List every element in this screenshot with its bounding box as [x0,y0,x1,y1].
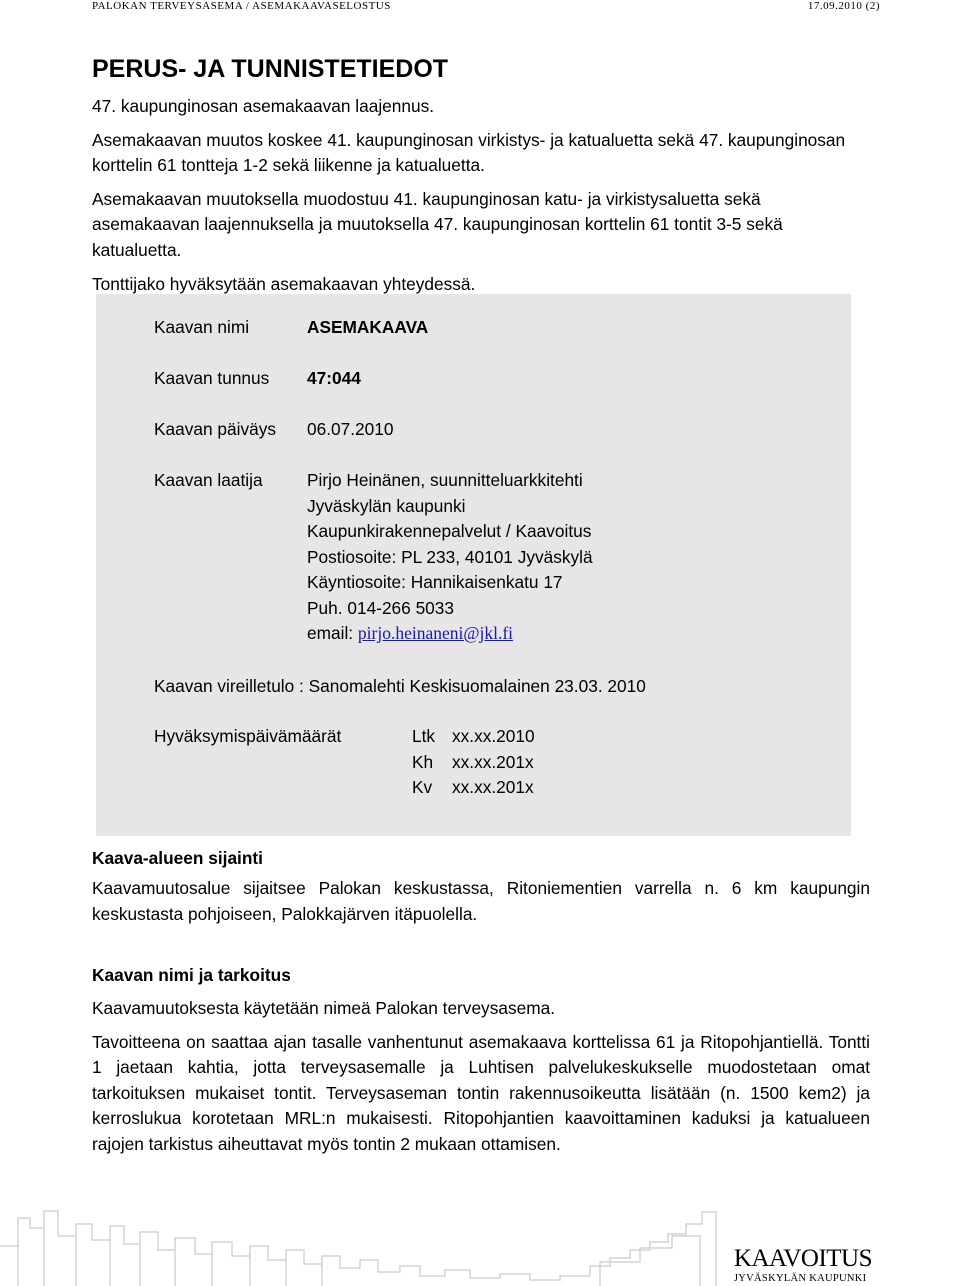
approval-list [412,724,535,801]
plan-info-box [96,294,851,836]
location-text: Kaavamuutosalue sijaitsee Palokan keskustassa, Ritoniementien varrella n. 6 km kaupungin keskustasta pohjoiseen, Palokkajärven itäpuolella. [92,878,870,924]
approval-code: Kv [412,777,433,797]
plan-name-label: Kaavan nimi [154,317,250,337]
email-link[interactable]: pirjo.heinaneni@jkl.fi [357,623,514,643]
purpose-heading: Kaavan nimi ja tarkoitus [92,965,291,985]
author-line: Käyntiosoite: Hannikaisenkatu 17 [307,572,563,592]
page-header [92,0,880,14]
approval-date: xx.xx.201x [452,777,534,797]
purpose-paragraph: Kaavamuutoksesta käytetään nimeä Palokan terveysasema. [92,998,556,1018]
approval-item [412,724,535,750]
plan-author-label: Kaavan laatija [154,470,263,490]
logo-title: KAAVOITUS [733,1245,872,1272]
purpose-paragraph: Tavoitteena on saattaa ajan tasalle vanhentunut asemakaava korttelissa 61 ja Ritopohjantiellä. Tontti 1 jaetaan kahtia, jotta terveysasemalle ja Luhtisen palvelukeskukselle muodostetaan omat tarkoituksen mukaiset tontit. Terveysaseman tontin rakennusoikeutta lisätään (n. 1500 kem2) ja kerroslukua korotetaan MRL:n mukaisesti. Ritopohjantien kaavoittaminen kaduksi ja katualueen rajojen tarkistus aiheuttavat myös tontin 2 mukaan ottamisen. [92,1031,870,1154]
plan-name-value: ASEMAKAAVA [307,317,429,337]
plan-date-label: Kaavan päiväys [154,419,277,439]
intro-paragraph: Asemakaavan muutos koskee 41. kaupunginosan virkistys- ja katualuetta sekä 47. kaupunginosan korttelin 61 tontteja 1-2 sekä liikenne ja katualuetta. [92,129,846,176]
author-line: Postiosoite: PL 233, 40101 Jyväskylä [307,546,593,567]
approval-code: Ltk [412,726,436,746]
plan-id-value: 47:044 [307,368,361,388]
header-document-title: PALOKAN TERVEYSASEMA / ASEMAKAAVASELOSTUS [92,0,391,12]
page-title: PERUS- JA TUNNISTETIEDOT [92,55,449,83]
email-label: email: [307,623,358,643]
intro-paragraph: Asemakaavan muutoksella muodostuu 41. kaupunginosan katu- ja virkistysaluetta sekä asemakaavan laajennuksella ja muutoksella 47. kaupunginosan korttelin 61 tontit 3-5 sekä katualuetta. [92,188,783,260]
plan-author-details [307,468,593,647]
author-line: Jyväskylän kaupunki [307,495,466,516]
header-date-page: 17.09.2010 (2) [807,0,880,12]
intro-paragraph: 47. kaupunginosan asemakaavan laajennus. [92,96,435,116]
location-section [92,846,870,935]
approval-date: xx.xx.201x [452,751,534,772]
purpose-section [92,963,870,1166]
plan-initiation-text: Kaavan vireilletulo : Sanomalehti Keskisuomalainen 23.03. 2010 [154,676,646,696]
author-email-line [307,621,593,647]
plan-id-label: Kaavan tunnus [154,368,270,388]
approval-item [412,750,535,776]
author-line: Puh. 014-266 5033 [307,597,455,618]
author-line: Pirjo Heinänen, suunnitteluarkkitehti [307,470,583,490]
location-heading: Kaava-alueen sijainti [92,848,263,868]
author-line: Kaupunkirakennepalvelut / Kaavoitus [307,521,592,541]
approval-code: Kh [412,751,434,772]
approval-label: Hyväksymispäivämäärät [154,726,342,746]
logo-subtitle: JYVÄSKYLÄN KAUPUNKI [733,1273,867,1284]
plan-date-value: 06.07.2010 [307,419,394,439]
intro-paragraph: Tonttijako hyväksytään asemakaavan yhteydessä. [92,273,476,294]
approval-date: xx.xx.2010 [452,726,535,746]
kaavoitus-logo [734,1246,872,1286]
intro-section [92,52,872,305]
approval-item [412,775,535,801]
